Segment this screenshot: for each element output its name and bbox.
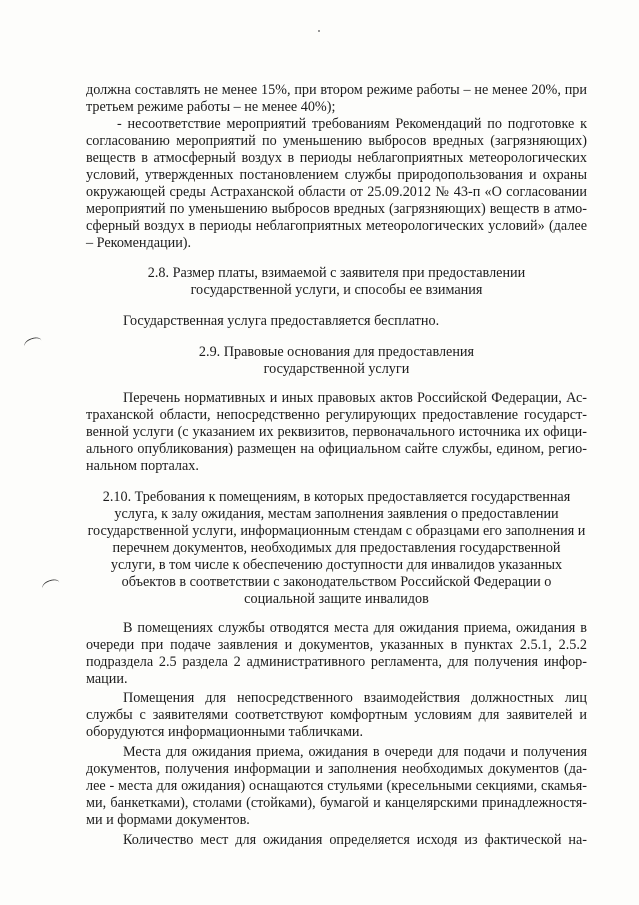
text-line: согласованию мероприятий по уменьшению выбросов вредных (загрязняющих) (86, 133, 587, 149)
text-line: Места для ожидания приема, ожидания в очереди для подачи и получения (123, 744, 587, 760)
text-line: – Рекомендации). (86, 235, 192, 251)
text-line: - несоответствие мероприятий требованиям Рекомендаций по подготовке к (117, 116, 587, 132)
text-line: мации. (86, 671, 128, 687)
text-line: условий, утвержденных постановлением службы природопользования и охраны (86, 167, 587, 183)
text-line: очереди при подаче заявления и документов, указанных в пунктах 2.5.1, 2.5.2 (86, 637, 587, 653)
section-heading-2-10: услуги, в том числе к обеспечению доступности для инвалидов указанных (110, 557, 563, 573)
text-line: документов, получения информации и заполнения необходимых документов (да- (86, 761, 587, 777)
section-heading-2-10: объектов в соответствии с законодательством Российской Федерации о (121, 574, 552, 590)
text-line: оборудуются информационными табличками. (86, 724, 364, 740)
text-line: ми и формами документов. (86, 812, 250, 828)
text-line: должна составлять не менее 15%, при втором режиме работы – не менее 20%, при (86, 82, 587, 98)
text-line: ального опубликования) размещен на официальном сайте службы, едином, регио- (86, 441, 587, 457)
text-line: нальном порталах. (86, 458, 199, 474)
text-line: службы с заявителями соответствуют комфортным условиям для заявителей и (86, 707, 587, 723)
text-line: В помещениях службы отводятся места для ожидания приема, ожидания в (123, 620, 587, 636)
text-line: траханской области, непосредственно регулирующих предоставление государст- (86, 407, 587, 423)
text-line: окружающей среды Астраханской области от 25.09.2012 № 43-п «О согласовании (86, 184, 587, 200)
section-heading-2-9: 2.9. Правовые основания для предоставления (198, 344, 475, 360)
text-line: венной услуги (с указанием их реквизитов, первоначального источника их офици- (86, 424, 587, 440)
text-line: мероприятий по уменьшению выбросов вредных (загрязняющих) веществ в атмо- (86, 201, 587, 217)
text-line: Помещения для непосредственного взаимодействия должностных лиц (123, 690, 587, 706)
text-line: подраздела 2.5 раздела 2 административного регламента, для получения инфор- (86, 654, 587, 670)
text-line: Перечень нормативных и иных правовых актов Российской Федерации, Ас- (123, 390, 587, 406)
punch-hole-mark-top (23, 335, 44, 351)
text-line: ми, банкетками), столами (стойками), бумагой и канцелярскими принадлежностя- (86, 795, 587, 811)
text-line: лее - места для ожидания) оснащаются стульями (кресельными секциями, скамья- (86, 778, 587, 794)
section-heading-2-9: государственной услуги (263, 361, 410, 377)
text-line: сферный воздух в периоды неблагоприятных метеорологических условий» (далее (86, 218, 587, 234)
scan-speck (318, 30, 320, 32)
section-heading-2-10: государственной услуги, информационным стендам с образцами его заполнения и (87, 523, 586, 539)
section-heading-2-10: перечнем документов, необходимых для предоставления государственной (112, 540, 561, 556)
punch-hole-mark-bottom (41, 577, 62, 593)
section-heading-2-8: государственной услуги, и способы ее взимания (190, 282, 483, 298)
section-heading-2-10: социальной защите инвалидов (244, 591, 429, 607)
text-line: Государственная услуга предоставляется бесплатно. (123, 313, 440, 329)
section-heading-2-10: 2.10. Требования к помещениям, в которых предоставляется государственная (102, 489, 571, 505)
section-heading-2-10: услуга, к залу ожидания, местам заполнения заявления о предоставлении (114, 506, 559, 522)
text-line: третьем режиме работы – не менее 40%); (86, 99, 336, 115)
section-heading-2-8: 2.8. Размер платы, взимаемой с заявителя при предоставлении (147, 265, 526, 281)
text-line: Количество мест для ожидания определяется исходя из фактической на- (123, 832, 587, 848)
text-line: веществ в атмосферный воздух в периоды неблагоприятных метеорологических (86, 150, 587, 166)
